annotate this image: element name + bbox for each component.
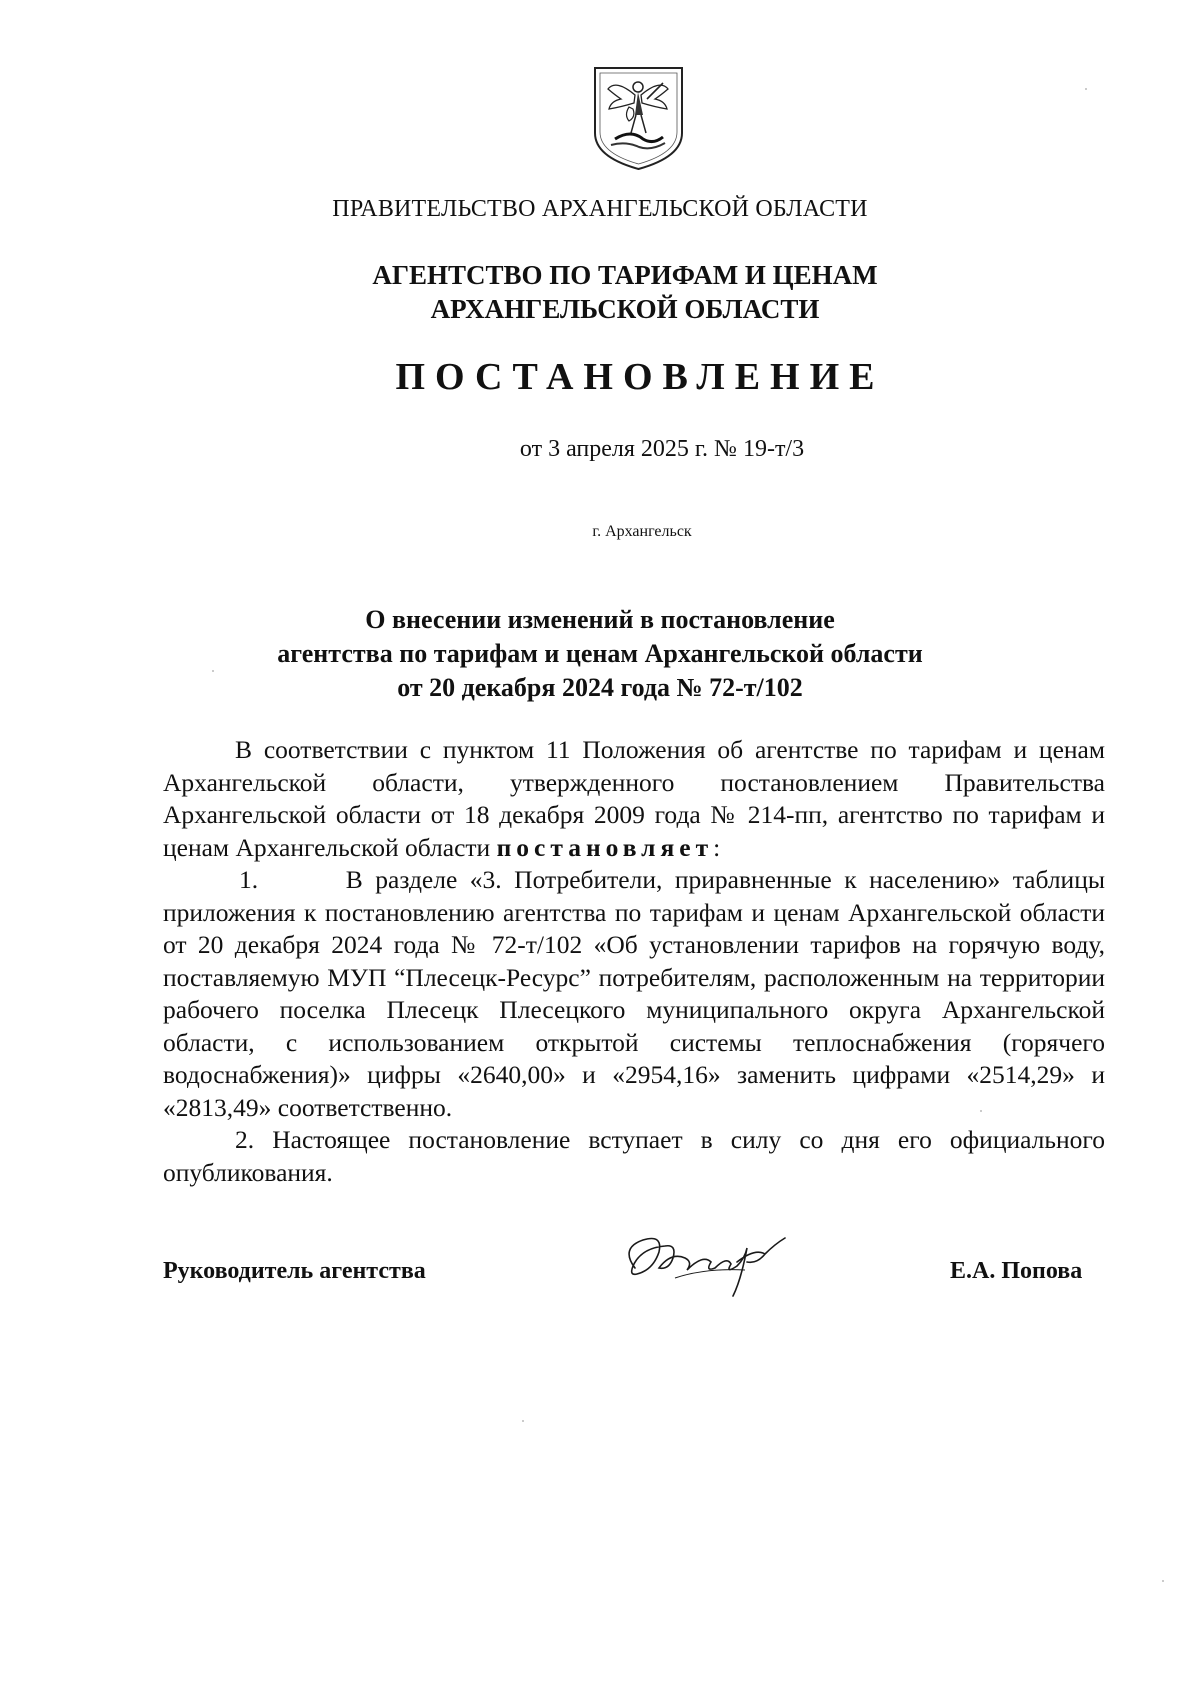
subject-line2: агентства по тарифам и ценам Архангельской области	[277, 639, 923, 668]
item-2-paragraph: 2. Настоящее постановление вступает в силу со дня его официального опубликования.	[163, 1125, 1105, 1187]
document-city: г. Архангельск	[592, 523, 692, 540]
document-subject	[0, 603, 1200, 705]
signatory-title: Руководитель агентства	[163, 1258, 426, 1284]
document-date-number: от 3 апреля 2025 г. № 19-т/3	[519, 436, 805, 462]
scan-speck	[212, 670, 214, 672]
document-body	[163, 734, 1105, 1189]
agency-name-line2: АРХАНГЕЛЬСКОЙ ОБЛАСТИ	[430, 294, 820, 324]
coat-of-arms-icon	[591, 65, 686, 171]
agency-name	[0, 258, 1200, 326]
item-1-text: В разделе «3. Потребители, приравненные к населению» таблицы приложения к постановлению агентства по тарифам и ценам Архангельской области от 20 декабря 2024 года № 72-т/102 «Об установлении тарифов на горячую воду, поставляемую МУП “Плесецк-Ресурс” потребителям, расположенным на территории рабочего поселка Плесецк Плесецкого муниципального округа Архангельской области, с использованием открытой системы теплоснабжения (горячего водоснабжения)» цифры «2640,00» и «2954,16» заменить цифрами «2514,29» и «2813,49» соответственно.	[163, 865, 1105, 1122]
government-name: ПРАВИТЕЛЬСТВО АРХАНГЕЛЬСКОЙ ОБЛАСТИ	[332, 196, 868, 222]
agency-name-line1: АГЕНТСТВО ПО ТАРИФАМ И ЦЕНАМ	[372, 260, 878, 290]
item-1-paragraph	[163, 864, 1105, 1124]
subject-line3: от 20 декабря 2024 года № 72-т/102	[397, 673, 803, 702]
scan-speck	[1162, 1580, 1164, 1582]
preamble-verb: постановляет	[496, 832, 714, 862]
handwritten-signature	[615, 1218, 815, 1298]
subject-line1: О внесении изменений в постановление	[365, 605, 835, 634]
preamble-end: :	[713, 832, 721, 862]
preamble-text: В соответствии с пунктом 11 Положения об агентстве по тарифам и ценам Архангельской области, утвержденного постановлением Правительства Архангельской области от 18 декабря 2009 года № 214-пп, агентство по тарифам и ценам Архангельской области	[163, 735, 1105, 862]
item-1-number: 1.	[239, 865, 259, 894]
scan-speck	[1085, 88, 1087, 90]
document-type-title: ПОСТАНОВЛЕНИЕ	[395, 356, 885, 398]
signatory-name: Е.А. Попова	[950, 1258, 1083, 1284]
scan-speck	[522, 1420, 524, 1422]
scan-speck	[980, 1110, 982, 1112]
preamble-paragraph	[163, 734, 1105, 864]
